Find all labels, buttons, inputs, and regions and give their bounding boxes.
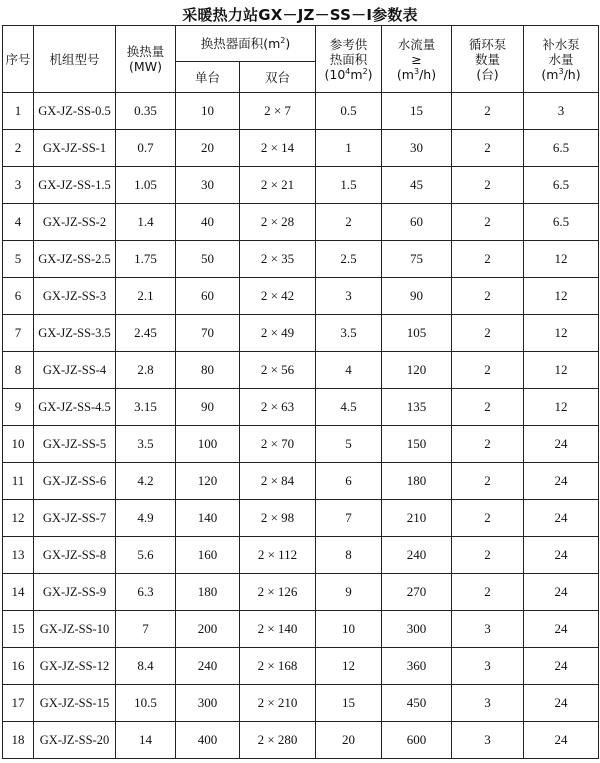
cell-makeup: 6.5 [524, 167, 599, 204]
header-model [34, 26, 116, 93]
cell-makeup: 24 [524, 648, 599, 685]
cell-makeup: 24 [524, 574, 599, 611]
table-title: 采暖热力站GX－JZ－SS－Ⅰ参数表 [182, 6, 418, 24]
cell-single: 140 [176, 500, 240, 537]
cell-flow: 45 [382, 167, 452, 204]
cell-flow: 210 [382, 500, 452, 537]
cell-makeup: 24 [524, 426, 599, 463]
table-row [3, 648, 599, 685]
cell-heat: 5.6 [116, 537, 176, 574]
header-flow [382, 26, 452, 93]
cell-pumps: 3 [452, 648, 524, 685]
cell-ref-area: 4 [316, 352, 382, 389]
cell-ref-area: 12 [316, 648, 382, 685]
table-row [3, 611, 599, 648]
cell-heat: 2.8 [116, 352, 176, 389]
cell-heat: 1.4 [116, 204, 176, 241]
cell-pumps: 2 [452, 463, 524, 500]
cell-double: 2 × 84 [240, 463, 316, 500]
cell-seq: 12 [3, 500, 34, 537]
cell-pumps: 2 [452, 426, 524, 463]
cell-double: 2 × 63 [240, 389, 316, 426]
cell-flow: 105 [382, 315, 452, 352]
cell-single: 60 [176, 278, 240, 315]
cell-ref-area: 2 [316, 204, 382, 241]
cell-ref-area: 20 [316, 722, 382, 759]
cell-heat: 6.3 [116, 574, 176, 611]
cell-pumps: 2 [452, 500, 524, 537]
cell-flow: 75 [382, 241, 452, 278]
table-row [3, 389, 599, 426]
cell-makeup: 24 [524, 685, 599, 722]
cell-heat: 1.05 [116, 167, 176, 204]
header-heat-label: 换热量 [126, 44, 165, 59]
cell-double: 2 × 14 [240, 130, 316, 167]
cell-flow: 300 [382, 611, 452, 648]
cell-heat: 7 [116, 611, 176, 648]
cell-makeup: 24 [524, 500, 599, 537]
header-pump-line1: 循环泵 [468, 36, 507, 52]
cell-pumps: 3 [452, 722, 524, 759]
header-ref-area-sup2: 2 [362, 66, 368, 76]
cell-model: GX-JZ-SS-4.5 [34, 389, 116, 426]
table-row [3, 315, 599, 352]
cell-ref-area: 1 [316, 130, 382, 167]
header-single [176, 62, 240, 93]
cell-model: GX-JZ-SS-5 [34, 426, 116, 463]
header-makeup-unit-a: (m [541, 66, 559, 82]
cell-double: 2 × 42 [240, 278, 316, 315]
cell-pumps: 3 [452, 685, 524, 722]
cell-flow: 240 [382, 537, 452, 574]
cell-double: 2 × 112 [240, 537, 316, 574]
cell-pumps: 2 [452, 315, 524, 352]
header-makeup-unit-b: /h) [563, 66, 581, 82]
table-body [3, 93, 599, 759]
cell-flow: 135 [382, 389, 452, 426]
cell-flow: 90 [382, 278, 452, 315]
cell-heat: 0.35 [116, 93, 176, 130]
cell-model: GX-JZ-SS-12 [34, 648, 116, 685]
header-ref-area-sup4: 4 [345, 66, 351, 76]
cell-single: 50 [176, 241, 240, 278]
cell-seq: 2 [3, 130, 34, 167]
cell-model: GX-JZ-SS-20 [34, 722, 116, 759]
cell-double: 2 × 28 [240, 204, 316, 241]
cell-heat: 2.1 [116, 278, 176, 315]
header-flow-sup: 3 [413, 66, 420, 76]
cell-flow: 120 [382, 352, 452, 389]
header-seq-label: 序号 [5, 51, 31, 67]
cell-single: 120 [176, 463, 240, 500]
cell-single: 400 [176, 722, 240, 759]
header-heat-unit: (MW) [129, 59, 162, 74]
cell-pumps: 2 [452, 278, 524, 315]
cell-model: GX-JZ-SS-2.5 [34, 241, 116, 278]
cell-double: 2 × 210 [240, 685, 316, 722]
cell-double: 2 × 126 [240, 574, 316, 611]
table-row [3, 352, 599, 389]
cell-heat: 8.4 [116, 648, 176, 685]
cell-pumps: 2 [452, 574, 524, 611]
cell-makeup: 12 [524, 352, 599, 389]
cell-model: GX-JZ-SS-7 [34, 500, 116, 537]
cell-heat: 3.15 [116, 389, 176, 426]
cell-single: 20 [176, 130, 240, 167]
header-area [176, 26, 316, 62]
cell-model: GX-JZ-SS-15 [34, 685, 116, 722]
cell-heat: 4.2 [116, 463, 176, 500]
cell-model: GX-JZ-SS-1.5 [34, 167, 116, 204]
cell-seq: 16 [3, 648, 34, 685]
cell-double: 2 × 35 [240, 241, 316, 278]
cell-heat: 3.5 [116, 426, 176, 463]
cell-single: 80 [176, 352, 240, 389]
header-ref-area-line1: 参考供 [329, 36, 368, 52]
table-row [3, 463, 599, 500]
header-area-label: 换热器面积(m [200, 36, 281, 51]
cell-single: 300 [176, 685, 240, 722]
header-pump-line3: (台) [476, 66, 499, 82]
cell-model: GX-JZ-SS-1 [34, 130, 116, 167]
header-pump-line2: 数量 [475, 51, 501, 67]
table-row [3, 241, 599, 278]
cell-heat: 2.45 [116, 315, 176, 352]
cell-flow: 30 [382, 130, 452, 167]
cell-single: 200 [176, 611, 240, 648]
parameter-table [2, 25, 599, 759]
cell-single: 100 [176, 426, 240, 463]
header-ref-area [316, 26, 382, 93]
cell-seq: 9 [3, 389, 34, 426]
cell-makeup: 24 [524, 722, 599, 759]
cell-single: 10 [176, 93, 240, 130]
cell-flow: 600 [382, 722, 452, 759]
cell-makeup: 12 [524, 278, 599, 315]
cell-ref-area: 9 [316, 574, 382, 611]
cell-makeup: 12 [524, 389, 599, 426]
cell-flow: 360 [382, 648, 452, 685]
cell-seq: 3 [3, 167, 34, 204]
cell-heat: 10.5 [116, 685, 176, 722]
cell-double: 2 × 70 [240, 426, 316, 463]
cell-ref-area: 10 [316, 611, 382, 648]
cell-seq: 18 [3, 722, 34, 759]
cell-flow: 15 [382, 93, 452, 130]
cell-pumps: 2 [452, 241, 524, 278]
table-row [3, 93, 599, 130]
cell-ref-area: 0.5 [316, 93, 382, 130]
cell-model: GX-JZ-SS-9 [34, 574, 116, 611]
cell-flow: 150 [382, 426, 452, 463]
cell-ref-area: 4.5 [316, 389, 382, 426]
table-row [3, 278, 599, 315]
cell-seq: 6 [3, 278, 34, 315]
cell-model: GX-JZ-SS-4 [34, 352, 116, 389]
table-row [3, 204, 599, 241]
cell-single: 70 [176, 315, 240, 352]
cell-double: 2 × 7 [240, 93, 316, 130]
cell-makeup: 12 [524, 315, 599, 352]
cell-model: GX-JZ-SS-0.5 [34, 93, 116, 130]
cell-pumps: 2 [452, 93, 524, 130]
header-flow-line1: 水流量 [397, 36, 436, 52]
cell-pumps: 2 [452, 352, 524, 389]
header-makeup-sup: 3 [558, 66, 564, 76]
cell-model: GX-JZ-SS-10 [34, 611, 116, 648]
cell-model: GX-JZ-SS-3.5 [34, 315, 116, 352]
cell-model: GX-JZ-SS-8 [34, 537, 116, 574]
header-makeup-line1: 补水泵 [542, 36, 580, 52]
cell-pumps: 2 [452, 537, 524, 574]
header-ref-area-unit-a: (10 [324, 66, 346, 82]
cell-flow: 60 [382, 204, 452, 241]
header-area-sup: 2 [280, 35, 286, 45]
cell-flow: 270 [382, 574, 452, 611]
cell-makeup: 6.5 [524, 130, 599, 167]
cell-seq: 7 [3, 315, 34, 352]
table-row [3, 574, 599, 611]
cell-ref-area: 1.5 [316, 167, 382, 204]
cell-seq: 11 [3, 463, 34, 500]
cell-model: GX-JZ-SS-6 [34, 463, 116, 500]
table-row [3, 722, 599, 759]
cell-ref-area: 3.5 [316, 315, 382, 352]
cell-pumps: 2 [452, 130, 524, 167]
table-row [3, 685, 599, 722]
cell-double: 2 × 168 [240, 648, 316, 685]
header-double-label: 双台 [265, 69, 291, 85]
cell-model: GX-JZ-SS-2 [34, 204, 116, 241]
cell-pumps: 2 [452, 167, 524, 204]
cell-pumps: 3 [452, 611, 524, 648]
cell-heat: 14 [116, 722, 176, 759]
cell-heat: 4.9 [116, 500, 176, 537]
cell-single: 90 [176, 389, 240, 426]
cell-pumps: 2 [452, 389, 524, 426]
table-row [3, 130, 599, 167]
table-row [3, 167, 599, 204]
header-seq [3, 26, 34, 93]
header-flow-unit-a: (m [396, 66, 414, 82]
cell-ref-area: 8 [316, 537, 382, 574]
cell-makeup: 24 [524, 611, 599, 648]
header-area-close: ) [285, 36, 291, 51]
header-single-label: 单台 [194, 69, 220, 85]
cell-double: 2 × 21 [240, 167, 316, 204]
cell-double: 2 × 98 [240, 500, 316, 537]
cell-flow: 450 [382, 685, 452, 722]
cell-seq: 10 [3, 426, 34, 463]
cell-model: GX-JZ-SS-3 [34, 278, 116, 315]
header-model-label: 机组型号 [49, 51, 100, 67]
cell-seq: 15 [3, 611, 34, 648]
cell-seq: 14 [3, 574, 34, 611]
cell-ref-area: 6 [316, 463, 382, 500]
cell-seq: 8 [3, 352, 34, 389]
cell-makeup: 12 [524, 241, 599, 278]
cell-makeup: 24 [524, 463, 599, 500]
cell-ref-area: 2.5 [316, 241, 382, 278]
cell-seq: 17 [3, 685, 34, 722]
cell-single: 180 [176, 574, 240, 611]
cell-single: 40 [176, 204, 240, 241]
cell-seq: 1 [3, 93, 34, 130]
cell-single: 30 [176, 167, 240, 204]
cell-double: 2 × 56 [240, 352, 316, 389]
header-row-1 [3, 26, 599, 62]
table-row [3, 500, 599, 537]
table-row [3, 537, 599, 574]
cell-ref-area: 5 [316, 426, 382, 463]
header-flow-line2: ≥ [411, 51, 422, 67]
cell-seq: 5 [3, 241, 34, 278]
cell-double: 2 × 49 [240, 315, 316, 352]
cell-makeup: 24 [524, 537, 599, 574]
cell-ref-area: 7 [316, 500, 382, 537]
cell-seq: 13 [3, 537, 34, 574]
header-ref-area-unit-b: m [350, 66, 363, 82]
cell-makeup: 6.5 [524, 204, 599, 241]
cell-makeup: 3 [524, 93, 599, 130]
header-makeup-line2: 水量 [548, 51, 574, 67]
cell-double: 2 × 140 [240, 611, 316, 648]
header-pump [452, 26, 524, 93]
cell-flow: 180 [382, 463, 452, 500]
cell-heat: 0.7 [116, 130, 176, 167]
cell-ref-area: 15 [316, 685, 382, 722]
cell-seq: 4 [3, 204, 34, 241]
header-ref-area-unit-c: ) [367, 66, 373, 82]
header-double [240, 62, 316, 93]
cell-pumps: 2 [452, 204, 524, 241]
header-heat [116, 26, 176, 93]
cell-heat: 1.75 [116, 241, 176, 278]
cell-double: 2 × 280 [240, 722, 316, 759]
header-flow-unit-b: /h) [419, 66, 437, 82]
header-ref-area-line2: 热面积 [329, 51, 368, 67]
cell-single: 240 [176, 648, 240, 685]
cell-single: 160 [176, 537, 240, 574]
cell-ref-area: 3 [316, 278, 382, 315]
table-row [3, 426, 599, 463]
header-makeup [524, 26, 599, 93]
